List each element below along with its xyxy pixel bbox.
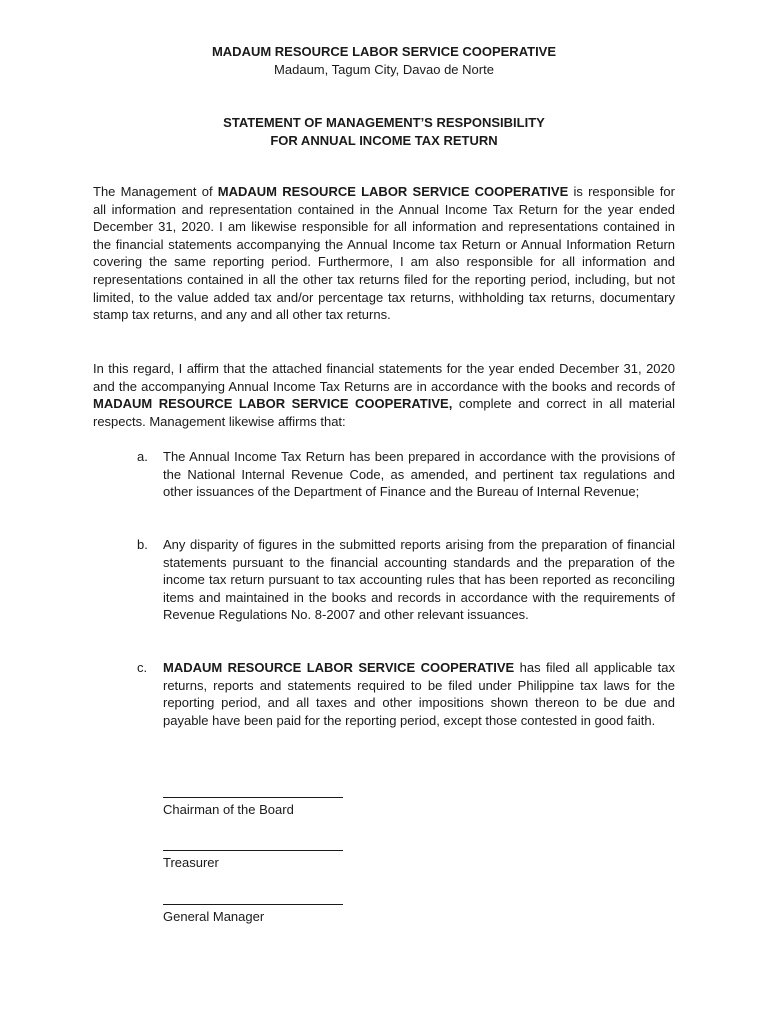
list-text-b: Any disparity of figures in the submitted reports arising from the preparation of financial statements pursuant to the financial accounting standards and the preparation of the income tax return pursuant to tax accounting rules that has been reported as reconciling items and maintained in the books and records in accordance with the requirements of Revenue Regulations No. 8-2007 and other relevant issuances. bbox=[163, 537, 675, 623]
list-marker-c: c. bbox=[137, 660, 148, 675]
signature-line bbox=[163, 850, 343, 851]
signature-block-treasurer bbox=[163, 850, 363, 871]
list-marker-b: b. bbox=[137, 537, 148, 552]
signatory-treasurer: Treasurer bbox=[163, 855, 219, 870]
paragraph-1-rest: is responsible for all information and representation contained in the Annual Income Tax Return for the year ended December 31, 2020. I am likewise responsible for all information and representations contained in the financial statements accompanying the Annual Income tax Return or Annual Information Return covering the same reporting period. Furthermore, I am also responsible for all information and representations contained in all the other tax returns filed for the reporting period, including, but not limited, to the value added tax and/or percentage tax returns, withholding tax returns, documentary stamp tax returns, and any and all other tax returns. bbox=[93, 184, 675, 323]
organization-name: MADAUM RESOURCE LABOR SERVICE COOPERATIVE bbox=[211, 44, 557, 59]
list-c-org: MADAUM RESOURCE LABOR SERVICE COOPERATIVE bbox=[163, 660, 515, 675]
paragraph-1-lead: The Management of bbox=[93, 184, 213, 199]
signatory-manager: General Manager bbox=[163, 909, 265, 924]
paragraph-2-org: MADAUM RESOURCE LABOR SERVICE COOPERATIVE, bbox=[93, 396, 453, 412]
paragraph-1-org: MADAUM RESOURCE LABOR SERVICE COOPERATIVE bbox=[217, 184, 569, 199]
organization-address: Madaum, Tagum City, Davao de Norte bbox=[274, 62, 494, 77]
title-line-1: STATEMENT OF MANAGEMENT’S RESPONSIBILITY bbox=[223, 115, 545, 130]
title-line-2: FOR ANNUAL INCOME TAX RETURN bbox=[270, 133, 498, 148]
signature-block-manager bbox=[163, 904, 363, 925]
list-item-c bbox=[137, 659, 675, 729]
signature-line bbox=[163, 797, 343, 798]
signatory-chairman: Chairman of the Board bbox=[163, 802, 294, 817]
list-marker-a: a. bbox=[137, 449, 148, 464]
document-title bbox=[0, 114, 768, 150]
signature-block-chairman bbox=[163, 797, 363, 818]
list-item-a bbox=[137, 448, 675, 501]
paragraph-2-lead: In this regard, I affirm that the attached financial statements for the year ended December 31, 2020 and the accompanying Annual Income Tax Returns are in accordance with the books and records of bbox=[93, 361, 675, 394]
document-header bbox=[0, 43, 768, 79]
list-item-b bbox=[137, 536, 675, 624]
paragraph-responsibility bbox=[93, 183, 675, 324]
list-c-text: has filed all applicable tax returns, reports and statements required to be filed under Philippine tax laws for the reporting period, and all taxes and other impositions shown thereon to be due and payable have been paid for the reporting period, except those contested in good faith. bbox=[163, 660, 675, 728]
signature-line bbox=[163, 904, 343, 905]
paragraph-2-rest: complete and correct in all material respects. Management likewise affirms that: bbox=[93, 396, 675, 429]
list-text-c bbox=[163, 659, 675, 729]
list-text-a: The Annual Income Tax Return has been prepared in accordance with the provisions of the National Internal Revenue Code, as amended, and pertinent tax regulations and other issuances of the Department of Finance and the Bureau of Internal Revenue; bbox=[163, 449, 675, 500]
paragraph-affirmation bbox=[93, 360, 675, 430]
